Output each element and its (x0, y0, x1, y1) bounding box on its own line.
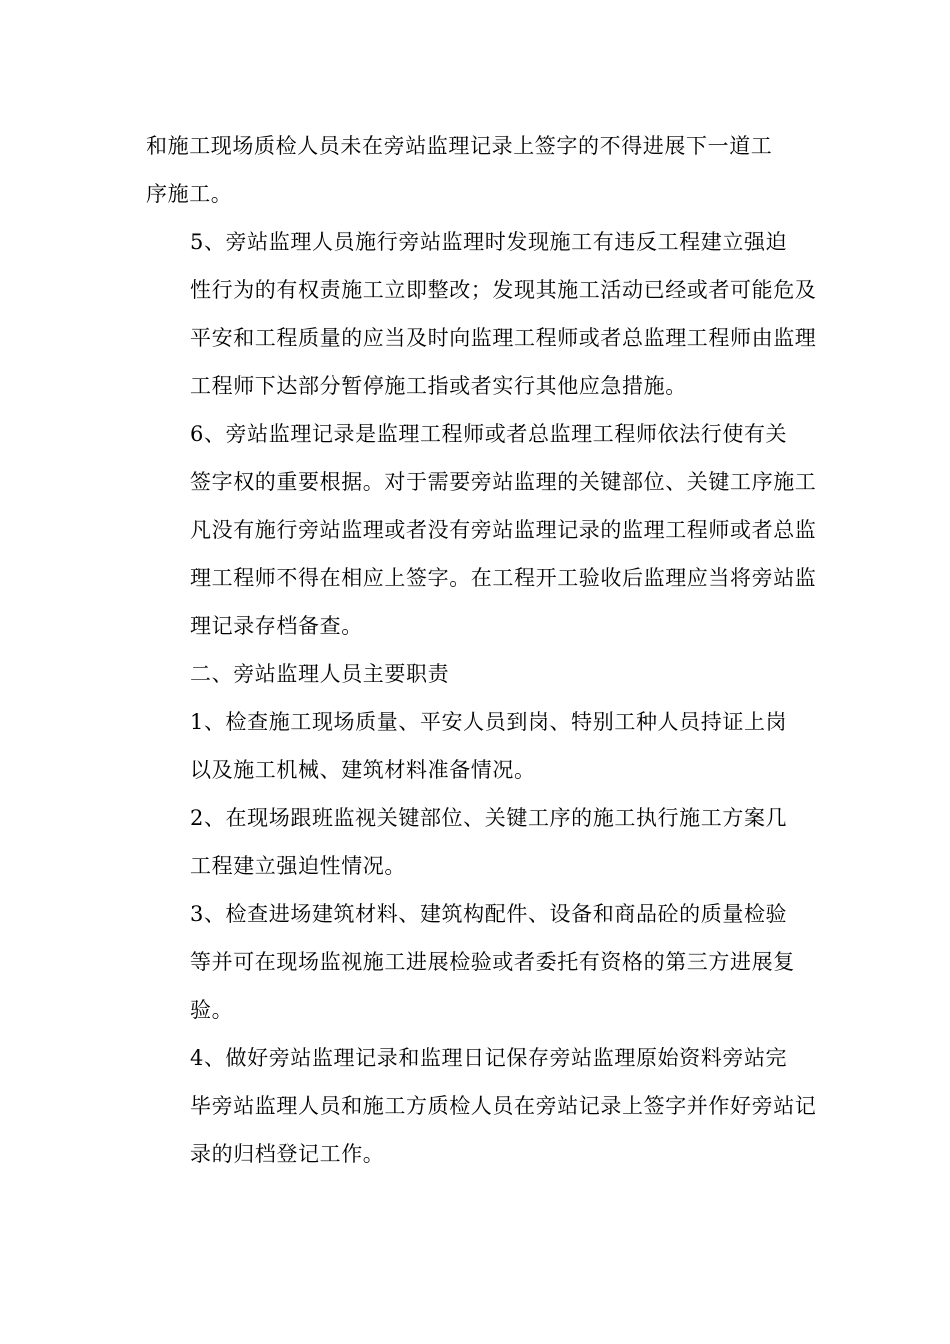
paragraph-item-5 (146, 218, 817, 410)
text-line: 工程建立强迫性情况。 (190, 854, 406, 878)
text-line: 等并可在现场监视施工进展检验或者委托有资格的第三方进展复 (190, 950, 795, 974)
paragraph-item-6 (146, 410, 817, 650)
text-line: 毕旁站监理人员和施工方质检人员在旁站记录上签字并作好旁站记 (190, 1094, 817, 1118)
text-line: 平安和工程质量的应当及时向监理工程师或者总监理工程师由监理 (190, 326, 817, 350)
text-line: 理工程师不得在相应上签字。在工程开工验收后监理应当将旁站监 (190, 566, 817, 590)
heading-line: 二、旁站监理人员主要职责 (190, 662, 450, 686)
paragraph-duty-2 (146, 794, 806, 890)
text-line: 5、旁站监理人员施行旁站监理时发现施工有违反工程建立强迫 (190, 230, 788, 254)
text-line: 和施工现场质检人员未在旁站监理记录上签字的不得进展下一道工 (146, 134, 773, 158)
section-heading (146, 650, 806, 698)
text-line: 凡没有施行旁站监理或者没有旁站监理记录的监理工程师或者总监 (190, 518, 817, 542)
text-line: 序施工。 (146, 182, 233, 206)
text-line: 4、做好旁站监理记录和监理日记保存旁站监理原始资料旁站完 (190, 1046, 788, 1070)
text-line: 工程师下达部分暂停施工指或者实行其他应急措施。 (190, 374, 687, 398)
text-line: 6、旁站监理记录是监理工程师或者总监理工程师依法行使有关 (190, 422, 788, 446)
text-line: 1、检查施工现场质量、平安人员到岗、特别工种人员持证上岗 (190, 710, 788, 734)
text-line: 2、在现场跟班监视关键部位、关键工序的施工执行施工方案几 (190, 806, 788, 830)
paragraph-duty-3 (146, 890, 806, 1034)
text-line: 3、检查进场建筑材料、建筑构配件、设备和商品砼的质量检验 (190, 902, 788, 926)
text-line: 以及施工机械、建筑材料准备情况。 (190, 758, 536, 782)
document-page (146, 122, 817, 1178)
text-line: 理记录存档备查。 (190, 614, 363, 638)
text-line: 录的归档登记工作。 (190, 1142, 385, 1166)
paragraph-duty-1 (146, 698, 806, 794)
paragraph-duty-4 (146, 1034, 817, 1178)
paragraph-continuation (146, 122, 806, 218)
text-line: 验。 (190, 998, 234, 1022)
text-line: 性行为的有权责施工立即整改；发现其施工活动已经或者可能危及 (190, 278, 817, 302)
text-line: 签字权的重要根据。对于需要旁站监理的关键部位、关键工序施工 (190, 470, 817, 494)
